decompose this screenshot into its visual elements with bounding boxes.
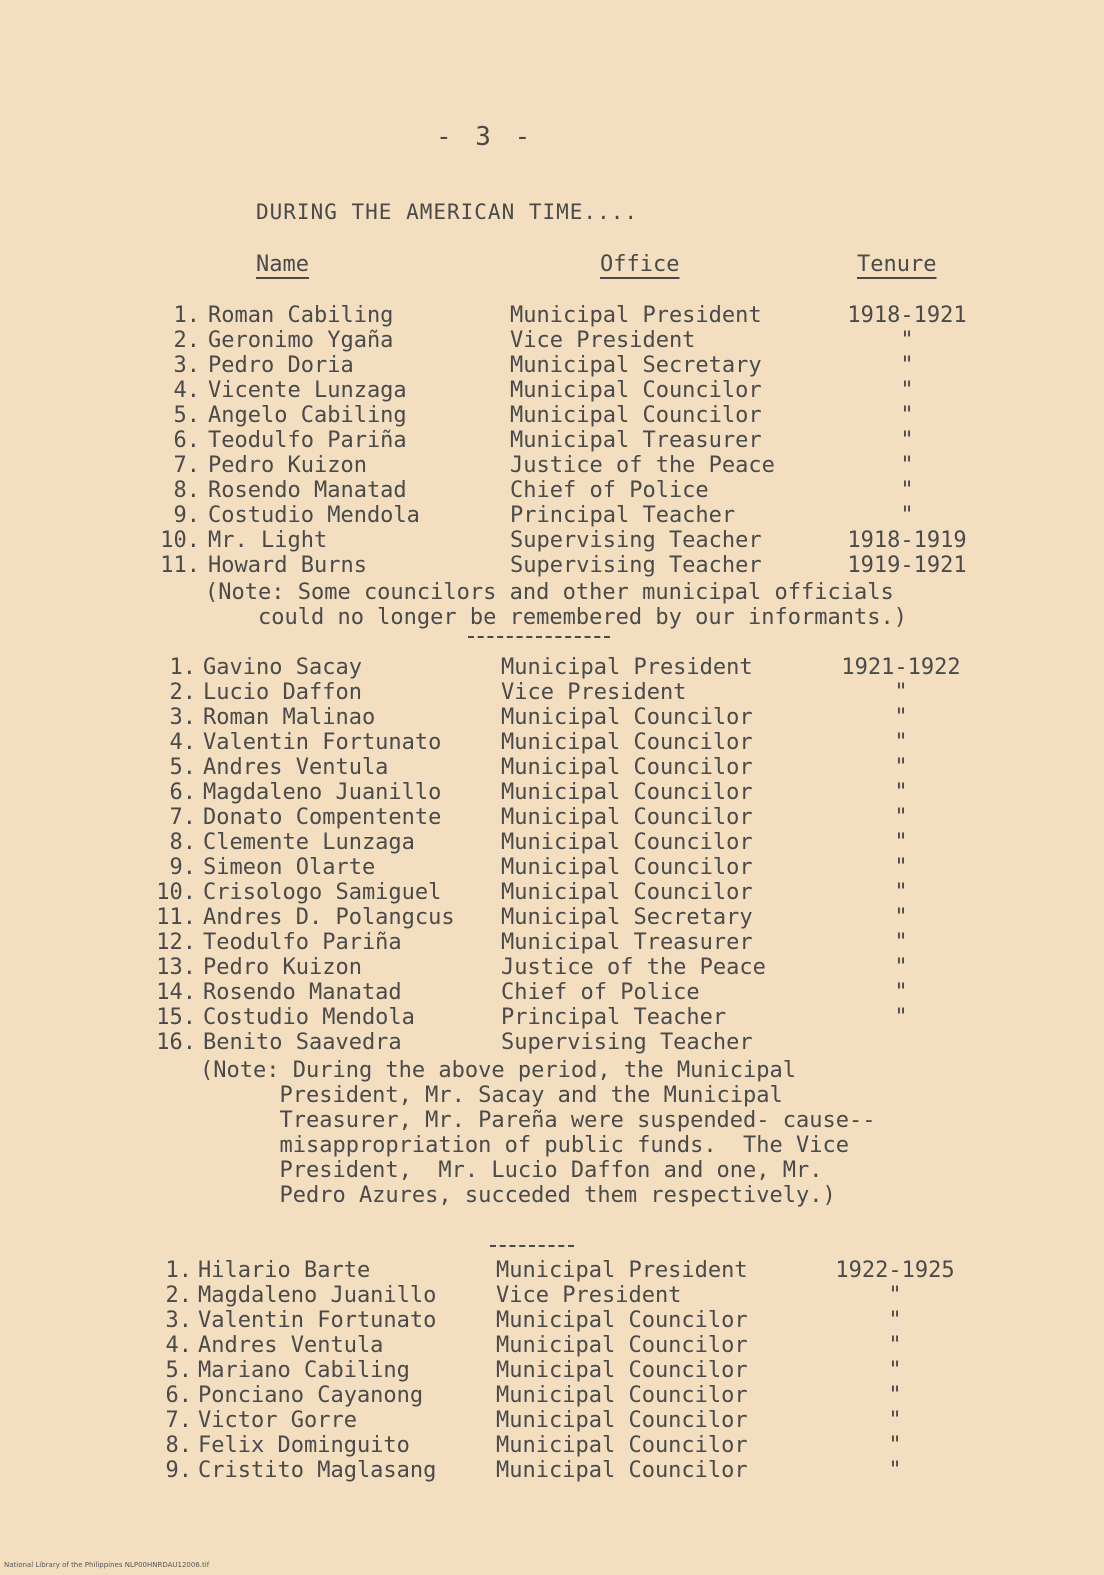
row-number: 13. bbox=[156, 955, 196, 980]
official-office: Municipal Councilor bbox=[501, 880, 753, 905]
official-office: Municipal Councilor bbox=[496, 1358, 748, 1383]
officials-list-1921 bbox=[0, 655, 1104, 1055]
official-name: Pedro Kuizon bbox=[203, 955, 362, 980]
official-office: Justice of the Peace bbox=[501, 955, 766, 980]
official-name: Victor Gorre bbox=[198, 1408, 357, 1433]
official-office: Municipal Councilor bbox=[501, 830, 753, 855]
table-row bbox=[0, 453, 1104, 478]
table-row bbox=[0, 1283, 1104, 1308]
row-number: 9. bbox=[169, 855, 196, 880]
row-number: 8. bbox=[173, 478, 200, 503]
official-office: Municipal Secretary bbox=[510, 353, 762, 378]
table-row bbox=[0, 503, 1104, 528]
row-number: 6. bbox=[173, 428, 200, 453]
official-tenure: " bbox=[900, 403, 914, 428]
official-name: Donato Compentente bbox=[203, 805, 442, 830]
official-office: Municipal President bbox=[496, 1258, 748, 1283]
official-name: Mariano Cabiling bbox=[198, 1358, 410, 1383]
row-number: 2. bbox=[169, 680, 196, 705]
row-number: 1. bbox=[169, 655, 196, 680]
official-name: Crisologo Samiguel bbox=[203, 880, 442, 905]
official-name: Howard Burns bbox=[208, 553, 367, 578]
row-number: 12. bbox=[156, 930, 196, 955]
official-tenure: " bbox=[894, 730, 908, 755]
official-tenure: " bbox=[888, 1308, 902, 1333]
row-number: 7. bbox=[165, 1408, 192, 1433]
official-name: Angelo Cabiling bbox=[208, 403, 407, 428]
official-tenure: " bbox=[900, 478, 914, 503]
table-row bbox=[0, 553, 1104, 578]
table-row bbox=[0, 478, 1104, 503]
official-name: Clemente Lunzaga bbox=[203, 830, 415, 855]
official-office: Municipal Councilor bbox=[501, 855, 753, 880]
official-tenure: " bbox=[894, 880, 908, 905]
table-row bbox=[0, 905, 1104, 930]
official-tenure: " bbox=[900, 353, 914, 378]
official-name: Magdaleno Juanillo bbox=[203, 780, 442, 805]
officials-list-1922 bbox=[0, 1258, 1104, 1483]
official-name: Roman Malinao bbox=[203, 705, 376, 730]
official-office: Principal Teacher bbox=[510, 503, 736, 528]
official-name: Lucio Daffon bbox=[203, 680, 362, 705]
official-office: Vice President bbox=[501, 680, 687, 705]
official-name: Valentin Fortunato bbox=[198, 1308, 437, 1333]
official-office: Municipal Treasurer bbox=[501, 930, 753, 955]
section-divider bbox=[490, 1245, 574, 1247]
column-header-name: Name bbox=[256, 252, 309, 277]
official-tenure: " bbox=[900, 378, 914, 403]
official-office: Municipal President bbox=[510, 303, 762, 328]
page-number: - 3 - bbox=[436, 122, 535, 152]
column-header-tenure: Tenure bbox=[857, 252, 937, 277]
official-tenure: " bbox=[894, 755, 908, 780]
official-tenure: " bbox=[900, 453, 914, 478]
official-name: Teodulfo Pariña bbox=[208, 428, 407, 453]
table-row bbox=[0, 880, 1104, 905]
official-tenure: " bbox=[894, 680, 908, 705]
row-number: 11. bbox=[160, 553, 200, 578]
row-number: 4. bbox=[169, 730, 196, 755]
row-number: 16. bbox=[156, 1030, 196, 1055]
official-office: Municipal President bbox=[501, 655, 753, 680]
official-tenure: " bbox=[900, 428, 914, 453]
table-row bbox=[0, 955, 1104, 980]
official-tenure: 1919-1921 bbox=[847, 553, 967, 578]
table-row bbox=[0, 1308, 1104, 1333]
table-row bbox=[0, 378, 1104, 403]
table-row bbox=[0, 528, 1104, 553]
official-tenure: " bbox=[888, 1433, 902, 1458]
table-row bbox=[0, 780, 1104, 805]
official-office: Municipal Councilor bbox=[496, 1308, 748, 1333]
official-office: Vice President bbox=[510, 328, 696, 353]
official-tenure: " bbox=[894, 930, 908, 955]
row-number: 6. bbox=[165, 1383, 192, 1408]
official-name: Andres Ventula bbox=[198, 1333, 384, 1358]
official-office: Municipal Councilor bbox=[501, 755, 753, 780]
column-header-office: Office bbox=[600, 252, 680, 277]
row-number: 15. bbox=[156, 1005, 196, 1030]
row-number: 8. bbox=[169, 830, 196, 855]
official-name: Costudio Mendola bbox=[208, 503, 420, 528]
table-row bbox=[0, 1333, 1104, 1358]
official-office: Principal Teacher bbox=[501, 1005, 727, 1030]
official-name: Geronimo Ygaña bbox=[208, 328, 394, 353]
official-office: Municipal Councilor bbox=[496, 1383, 748, 1408]
table-row bbox=[0, 930, 1104, 955]
official-name: Felix Dominguito bbox=[198, 1433, 410, 1458]
row-number: 6. bbox=[169, 780, 196, 805]
officials-list-1918 bbox=[0, 303, 1104, 578]
official-name: Benito Saavedra bbox=[203, 1030, 402, 1055]
official-name: Simeon Olarte bbox=[203, 855, 376, 880]
table-row bbox=[0, 655, 1104, 680]
official-office: Municipal Councilor bbox=[510, 403, 762, 428]
official-name: Pedro Kuizon bbox=[208, 453, 367, 478]
section-divider bbox=[468, 636, 610, 638]
official-name: Costudio Mendola bbox=[203, 1005, 415, 1030]
table-row bbox=[0, 805, 1104, 830]
official-tenure: 1918-1919 bbox=[847, 528, 967, 553]
table-row bbox=[0, 328, 1104, 353]
row-number: 5. bbox=[173, 403, 200, 428]
official-name: Teodulfo Pariña bbox=[203, 930, 402, 955]
note-1918: (Note: Some councilors and other municipal officials could no longer be remembered by our informants.) bbox=[205, 580, 907, 630]
table-row bbox=[0, 1408, 1104, 1433]
official-tenure: " bbox=[900, 328, 914, 353]
row-number: 9. bbox=[173, 503, 200, 528]
row-number: 1. bbox=[165, 1258, 192, 1283]
official-tenure: 1921-1922 bbox=[841, 655, 961, 680]
official-tenure: " bbox=[894, 980, 908, 1005]
table-row bbox=[0, 730, 1104, 755]
table-row bbox=[0, 1258, 1104, 1283]
table-row bbox=[0, 855, 1104, 880]
official-office: Municipal Councilor bbox=[501, 705, 753, 730]
official-tenure: " bbox=[888, 1458, 902, 1483]
official-name: Rosendo Manatad bbox=[208, 478, 407, 503]
official-tenure: " bbox=[888, 1383, 902, 1408]
table-row bbox=[0, 1433, 1104, 1458]
official-tenure: 1918-1921 bbox=[847, 303, 967, 328]
official-office: Municipal Councilor bbox=[501, 780, 753, 805]
table-row bbox=[0, 705, 1104, 730]
official-office: Municipal Councilor bbox=[501, 730, 753, 755]
official-office: Supervising Teacher bbox=[510, 553, 762, 578]
official-office: Supervising Teacher bbox=[510, 528, 762, 553]
row-number: 4. bbox=[165, 1333, 192, 1358]
row-number: 3. bbox=[165, 1308, 192, 1333]
official-name: Magdaleno Juanillo bbox=[198, 1283, 437, 1308]
official-name: Valentin Fortunato bbox=[203, 730, 442, 755]
table-row bbox=[0, 680, 1104, 705]
archive-footer: National Library of the Philippines NLP00HNRDAU12006.tif bbox=[4, 1561, 210, 1569]
official-tenure: " bbox=[888, 1358, 902, 1383]
official-name: Roman Cabiling bbox=[208, 303, 394, 328]
note-1921: (Note: During the above period, the Municipal President, Mr. Sacay and the Municipal Treasurer, Mr. Pareña were suspended- cause-- misappropriation of public funds. The Vice President, Mr. Lucio Daffon and one, Mr. Pedro Azures, succeded them respectively.) bbox=[200, 1058, 876, 1208]
row-number: 10. bbox=[160, 528, 200, 553]
official-office: Municipal Treasurer bbox=[510, 428, 762, 453]
table-row bbox=[0, 353, 1104, 378]
table-row bbox=[0, 830, 1104, 855]
table-row bbox=[0, 403, 1104, 428]
official-tenure: " bbox=[888, 1333, 902, 1358]
row-number: 1. bbox=[173, 303, 200, 328]
table-row bbox=[0, 980, 1104, 1005]
official-office: Supervising Teacher bbox=[501, 1030, 753, 1055]
table-row bbox=[0, 303, 1104, 328]
official-tenure: " bbox=[894, 955, 908, 980]
row-number: 8. bbox=[165, 1433, 192, 1458]
row-number: 5. bbox=[165, 1358, 192, 1383]
official-tenure: " bbox=[900, 503, 914, 528]
row-number: 10. bbox=[156, 880, 196, 905]
row-number: 7. bbox=[173, 453, 200, 478]
section-heading: DURING THE AMERICAN TIME.... bbox=[256, 200, 639, 224]
official-tenure: " bbox=[894, 830, 908, 855]
official-office: Justice of the Peace bbox=[510, 453, 775, 478]
row-number: 14. bbox=[156, 980, 196, 1005]
table-row bbox=[0, 1383, 1104, 1408]
official-office: Municipal Councilor bbox=[510, 378, 762, 403]
row-number: 3. bbox=[169, 705, 196, 730]
official-tenure: " bbox=[888, 1283, 902, 1308]
row-number: 4. bbox=[173, 378, 200, 403]
official-name: Pedro Doria bbox=[208, 353, 354, 378]
official-office: Municipal Councilor bbox=[496, 1433, 748, 1458]
official-tenure: 1922-1925 bbox=[835, 1258, 955, 1283]
official-name: Mr. Light bbox=[208, 528, 328, 553]
official-name: Ponciano Cayanong bbox=[198, 1383, 424, 1408]
official-tenure: " bbox=[894, 1005, 908, 1030]
table-row bbox=[0, 1358, 1104, 1383]
row-number: 2. bbox=[173, 328, 200, 353]
official-name: Hilario Barte bbox=[198, 1258, 371, 1283]
official-tenure: " bbox=[894, 780, 908, 805]
official-office: Municipal Councilor bbox=[496, 1333, 748, 1358]
official-office: Chief of Police bbox=[501, 980, 700, 1005]
official-name: Gavino Sacay bbox=[203, 655, 362, 680]
table-row bbox=[0, 1458, 1104, 1483]
official-tenure: " bbox=[894, 705, 908, 730]
table-row bbox=[0, 1030, 1104, 1055]
official-office: Chief of Police bbox=[510, 478, 709, 503]
row-number: 3. bbox=[173, 353, 200, 378]
official-name: Andres D. Polangcus bbox=[203, 905, 455, 930]
table-row bbox=[0, 428, 1104, 453]
official-name: Cristito Maglasang bbox=[198, 1458, 437, 1483]
table-row bbox=[0, 1005, 1104, 1030]
row-number: 9. bbox=[165, 1458, 192, 1483]
official-tenure: " bbox=[888, 1408, 902, 1433]
official-office: Vice President bbox=[496, 1283, 682, 1308]
official-name: Vicente Lunzaga bbox=[208, 378, 407, 403]
official-office: Municipal Councilor bbox=[496, 1408, 748, 1433]
row-number: 11. bbox=[156, 905, 196, 930]
row-number: 2. bbox=[165, 1283, 192, 1308]
official-tenure: " bbox=[894, 805, 908, 830]
official-office: Municipal Secretary bbox=[501, 905, 753, 930]
official-name: Rosendo Manatad bbox=[203, 980, 402, 1005]
official-office: Municipal Councilor bbox=[496, 1458, 748, 1483]
table-row bbox=[0, 755, 1104, 780]
row-number: 5. bbox=[169, 755, 196, 780]
official-tenure: " bbox=[894, 905, 908, 930]
row-number: 7. bbox=[169, 805, 196, 830]
official-tenure: " bbox=[894, 855, 908, 880]
official-name: Andres Ventula bbox=[203, 755, 389, 780]
official-office: Municipal Councilor bbox=[501, 805, 753, 830]
